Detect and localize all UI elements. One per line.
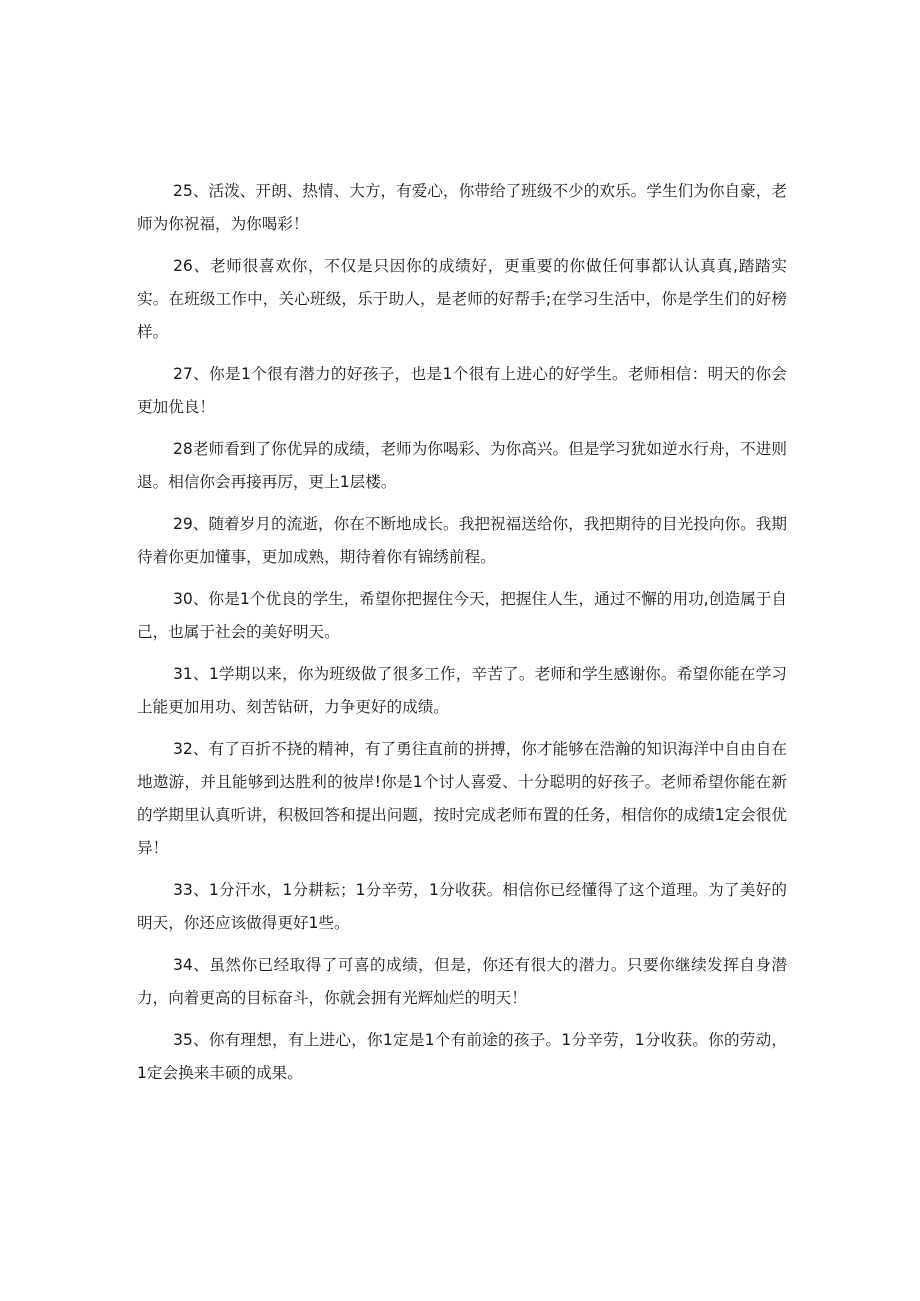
paragraph-28: 28老师看到了你优异的成绩，老师为你喝彩、为你高兴。但是学习犹如逆水行舟，不进则退。相信你会再接再厉，更上1层楼。 (137, 440, 787, 491)
paragraph-35: 35、你有理想，有上进心，你1定是1个有前途的孩子。1分辛劳，1分收获。你的劳动，1定会换来丰硕的成果。 (137, 1031, 787, 1082)
paragraph-27: 27、你是1个很有潜力的好孩子，也是1个很有上进心的好学生。老师相信：明天的你会更加优良！ (137, 365, 787, 416)
document-body (137, 175, 787, 1090)
paragraph-29: 29、随着岁月的流逝，你在不断地成长。我把祝福送给你，我把期待的目光投向你。我期待着你更加懂事，更加成熟，期待着你有锦绣前程。 (137, 515, 787, 566)
paragraph-26: 26、老师很喜欢你，不仅是只因你的成绩好，更重要的你做任何事都认认真真,踏踏实实。在班级工作中，关心班级，乐于助人，是老师的好帮手;在学习生活中，你是学生们的好榜样。 (137, 257, 787, 341)
paragraph-33: 33、1分汗水，1分耕耘；1分辛劳，1分收获。相信你已经懂得了这个道理。为了美好的明天，你还应该做得更好1些。 (137, 881, 787, 932)
paragraph-30: 30、你是1个优良的学生，希望你把握住今天，把握住人生，通过不懈的用功,创造属于自己，也属于社会的美好明天。 (137, 590, 787, 641)
paragraph-25: 25、活泼、开朗、热情、大方，有爱心，你带给了班级不少的欢乐。学生们为你自豪，老师为你祝福，为你喝彩！ (137, 182, 787, 233)
paragraph-34: 34、虽然你已经取得了可喜的成绩，但是，你还有很大的潜力。只要你继续发挥自身潜力，向着更高的目标奋斗，你就会拥有光辉灿烂的明天！ (137, 956, 787, 1007)
paragraph-31: 31、1学期以来，你为班级做了很多工作，辛苦了。老师和学生感谢你。希望你能在学习上能更加用功、刻苦钻研，力争更好的成绩。 (137, 665, 787, 716)
paragraph-32: 32、有了百折不挠的精神，有了勇往直前的拼搏，你才能够在浩瀚的知识海洋中自由自在地遨游，并且能够到达胜利的彼岸!你是1个讨人喜爱、十分聪明的好孩子。老师希望你能在新的学期里认真听讲，积极回答和提出问题，按时完成老师布置的任务，相信你的成绩1定会很优异！ (137, 740, 787, 857)
